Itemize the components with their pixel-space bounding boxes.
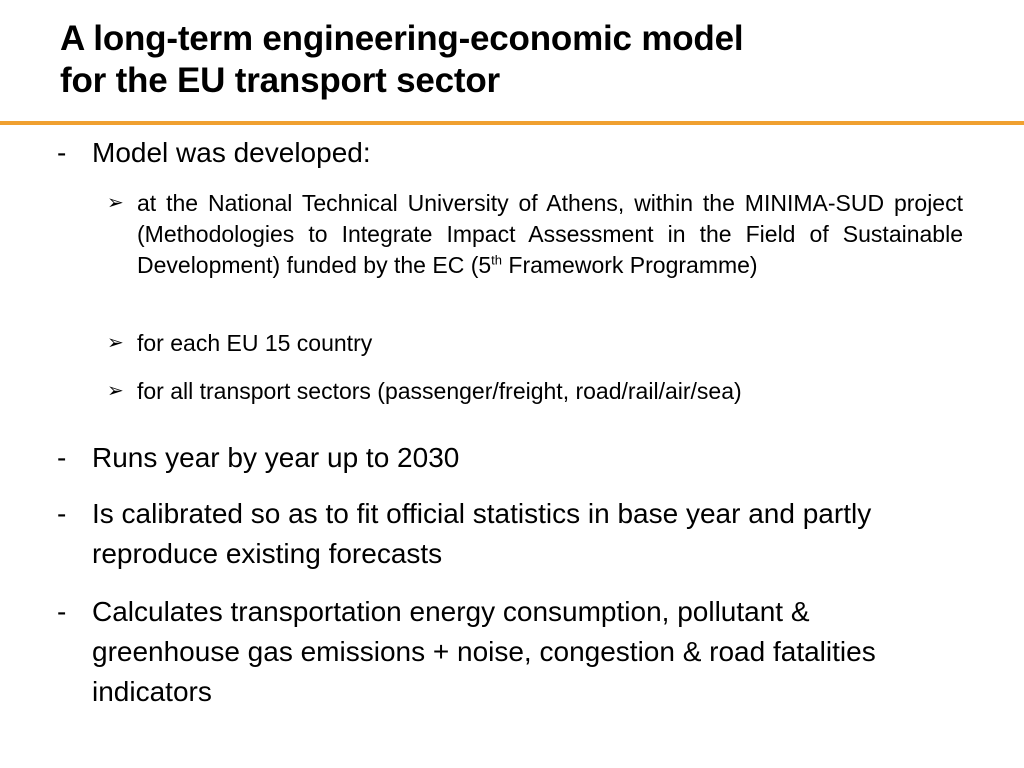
bullet-text: Model was developed: (92, 137, 371, 168)
arrow-bullet-icon: ➢ (107, 192, 124, 214)
arrow-bullet-icon: ➢ (107, 332, 124, 354)
dash-marker: - (57, 596, 67, 627)
sub-bullet-text-main: at the National Technical University of Athens, within the MINIMA-SUD project (Methodologies to Integrate Impact Assessment in the Field of Sustainable Development) funded by the EC (5 (137, 190, 963, 278)
sub-bullet-text-tail: Framework Programme) (502, 252, 758, 278)
sub-bullet-text (137, 188, 963, 281)
dash-marker: - (57, 442, 67, 473)
bullet-text: Is calibrated so as to fit official statistics in base year and partly reproduce existing forecasts (92, 498, 872, 569)
slide-title-line-1: A long-term engineering-economic model (60, 19, 744, 58)
slide-title-line-2: for the EU transport sector (60, 61, 500, 100)
title-divider (0, 121, 1024, 125)
superscript: th (491, 252, 502, 268)
dash-marker: - (57, 498, 67, 529)
slide-title (60, 18, 743, 102)
sub-bullet-text: for all transport sectors (passenger/freight, road/rail/air/sea) (137, 378, 742, 404)
arrow-bullet-icon: ➢ (107, 380, 124, 402)
bullet-text: Calculates transportation energy consumption, pollutant & greenhouse gas emissions + noise, congestion & road fatalities indicators (92, 596, 876, 707)
sub-bullet-text: for each EU 15 country (137, 330, 373, 356)
dash-marker: - (57, 137, 67, 168)
bullet-text: Runs year by year up to 2030 (92, 442, 460, 473)
